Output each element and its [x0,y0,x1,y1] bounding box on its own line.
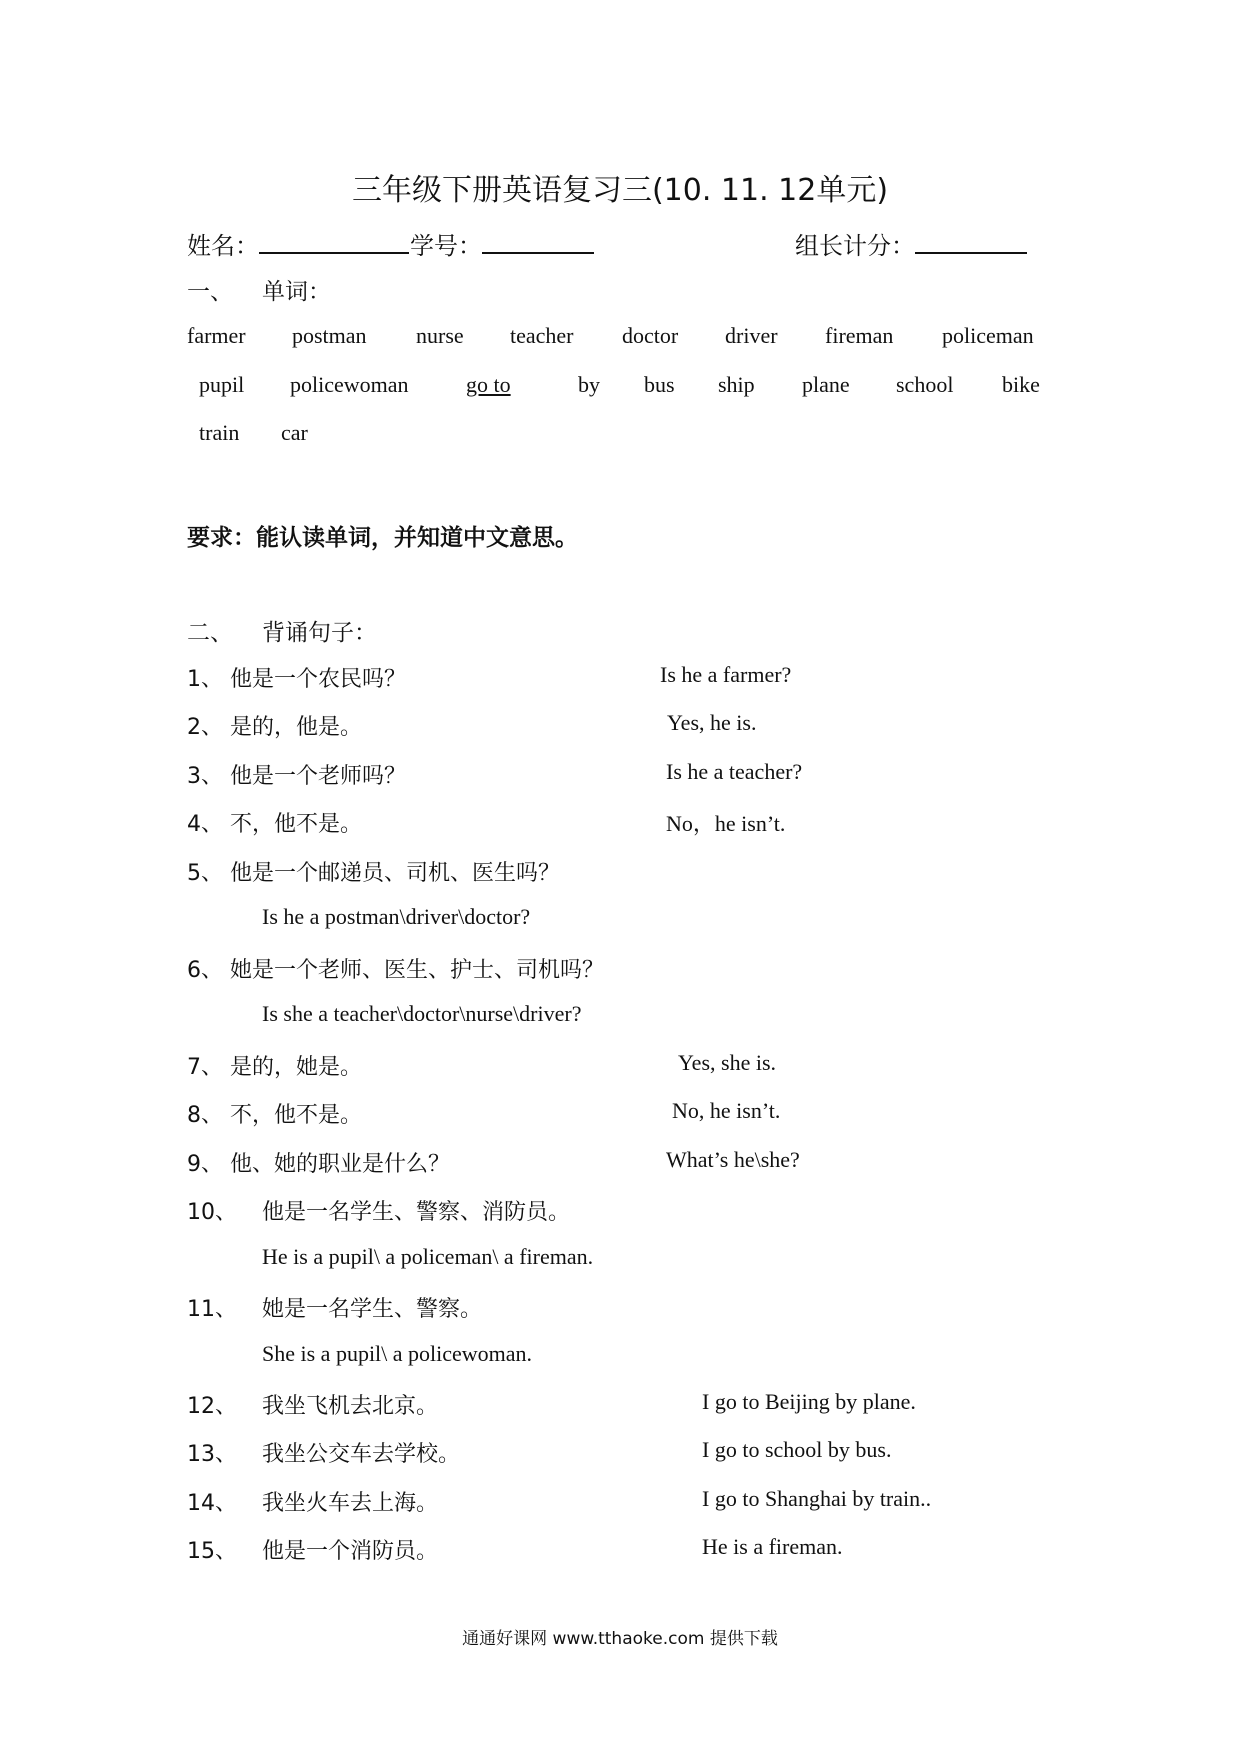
item-number: 5、 [187,861,223,886]
number-label: 学号： [410,232,482,260]
item-number: 1、 [187,667,223,692]
word: policeman [942,323,1034,348]
item-number: 11、 [187,1297,237,1322]
word: car [281,420,308,445]
page-title: 三年级下册英语复习三(10. 11. 12单元) [351,173,889,208]
word: farmer [187,323,246,348]
name-field [187,226,409,261]
item-english: I go to Shanghai by train.. [702,1486,932,1511]
section2-heading-text: 背诵句子： [262,620,377,646]
section1-heading-num: 一、 [187,279,233,305]
item-number: 8、 [187,1103,223,1128]
item-number: 14、 [187,1491,237,1516]
word: bike [1002,372,1040,397]
item-english: Is he a teacher? [666,759,803,784]
item-english: Is he a farmer? [660,662,792,687]
word: driver [725,323,778,348]
item-number: 2、 [187,715,223,740]
item-chinese: 我坐飞机去北京。 [262,1394,439,1419]
requirement-text: 要求：能认读单词，并知道中文意思。 [187,525,578,551]
word: go to [466,372,511,397]
item-english: She is a pupil\ a policewoman. [262,1341,533,1366]
item-chinese: 他是一个农民吗？ [230,667,407,692]
item-english: I go to Beijing by plane. [702,1389,916,1414]
word: doctor [622,323,679,348]
item-chinese: 是的，她是。 [230,1055,363,1080]
word: fireman [825,323,894,348]
word: pupil [199,372,245,397]
word: train [199,420,240,445]
number-blank [482,226,594,254]
item-english: No, he isn’t. [672,1098,781,1123]
word: by [578,372,600,397]
item-number: 10、 [187,1200,237,1225]
item-chinese: 我坐公交车去学校。 [262,1442,461,1467]
word: policewoman [290,372,409,397]
item-chinese: 他是一名学生、警察、消防员。 [262,1200,571,1225]
number-field [410,226,594,261]
item-english: Is he a postman\driver\doctor? [262,904,531,929]
item-chinese: 她是一个老师、医生、护士、司机吗？ [230,958,605,983]
name-blank [259,226,409,254]
word: plane [802,372,850,397]
item-english: He is a pupil\ a policeman\ a fireman. [262,1244,594,1269]
item-number: 7、 [187,1055,223,1080]
item-english: I go to school by bus. [702,1437,892,1462]
item-chinese: 不，他不是。 [230,812,363,837]
word: nurse [416,323,464,348]
item-chinese: 不，他不是。 [230,1103,363,1128]
item-chinese: 他、她的职业是什么？ [230,1152,451,1177]
word: bus [644,372,675,397]
word: school [896,372,954,397]
item-chinese: 我坐火车去上海。 [262,1491,439,1516]
score-blank [915,226,1027,254]
item-number: 13、 [187,1442,237,1467]
footer-text: 通通好课网 www.tthaoke.com 提供下载 [462,1629,778,1649]
item-number: 15、 [187,1539,237,1564]
word: postman [292,323,367,348]
item-english: He is a fireman. [702,1534,843,1559]
item-chinese: 他是一个老师吗？ [230,764,407,789]
section1-heading-text: 单词： [262,279,331,305]
item-english: Yes, she is. [678,1050,777,1075]
item-chinese: 她是一名学生、警察。 [262,1297,483,1322]
item-number: 12、 [187,1394,237,1419]
word: ship [718,372,755,397]
item-number: 6、 [187,958,223,983]
item-number: 3、 [187,764,223,789]
item-english: Yes, he is. [667,710,757,735]
item-number: 4、 [187,812,223,837]
word: teacher [510,323,574,348]
item-english: No，he isn’t. [666,811,786,836]
item-chinese: 是的，他是。 [230,715,363,740]
item-chinese: 他是一个邮递员、司机、医生吗？ [230,861,561,886]
name-label: 姓名： [187,232,259,260]
item-english: What’s he\she? [666,1147,800,1172]
score-field [795,226,1027,261]
item-english: Is she a teacher\doctor\nurse\driver? [262,1001,582,1026]
item-chinese: 他是一个消防员。 [262,1539,439,1564]
item-number: 9、 [187,1152,223,1177]
section2-heading-num: 二、 [187,620,233,646]
score-label: 组长计分： [795,232,915,260]
